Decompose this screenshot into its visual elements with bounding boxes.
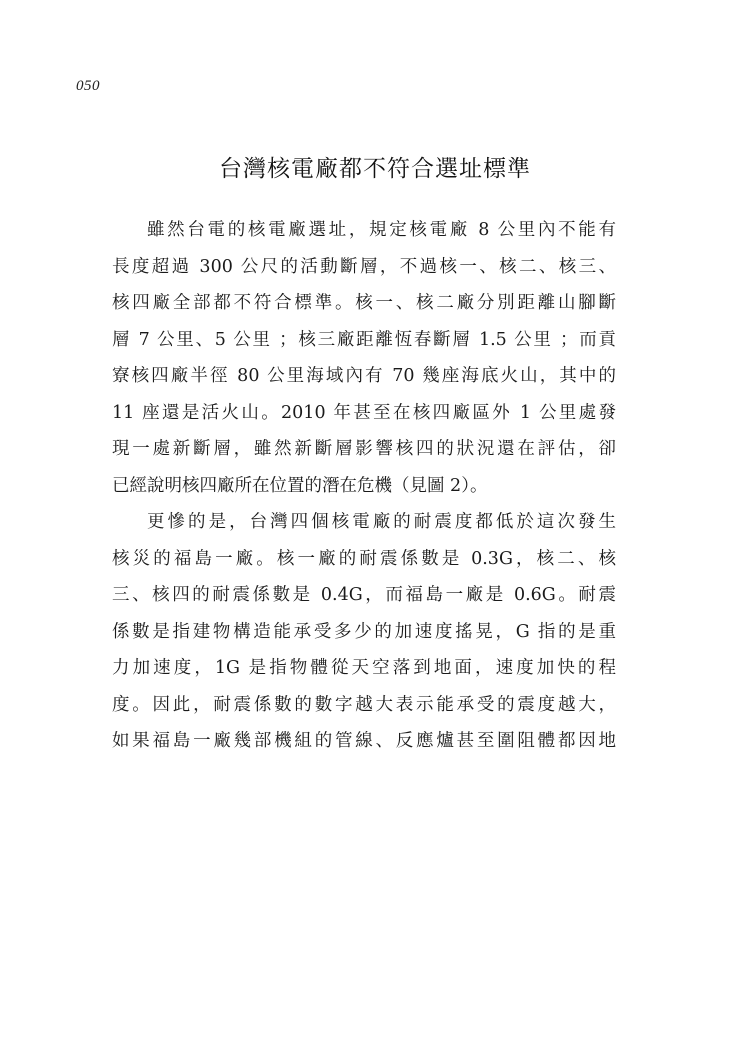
page-number: 050 <box>76 78 100 94</box>
paragraph-2 <box>112 504 616 760</box>
text-line: 係數是指建物構造能承受多少的加速度搖晃，G 指的是重 <box>112 621 616 642</box>
text-line: 現一處新斷層，雖然新斷層影響核四的狀況還在評估，卻 <box>112 439 616 459</box>
text-line: 核災的福島一廠。核一廠的耐震係數是 0.3G，核二、核 <box>112 548 616 569</box>
text-line: 度。因此，耐震係數的數字越大表示能承受的震度越大， <box>112 694 616 715</box>
text-line: 寮核四廠半徑 80 公里海域內有 70 幾座海底火山，其中的 <box>112 366 616 386</box>
text-line: 如果福島一廠幾部機組的管線、反應爐甚至圍阻體都因地 <box>112 731 616 751</box>
paragraph-1 <box>112 212 616 504</box>
text-line: 11 座還是活火山。2010 年甚至在核四廠區外 1 公里處發 <box>112 402 616 423</box>
text-line: 三、核四的耐震係數是 0.4G，而福島一廠是 0.6G。耐震 <box>112 585 616 605</box>
text-line: 更慘的是，台灣四個核電廠的耐震度都低於這次發生 <box>147 512 616 532</box>
text-line: 核四廠全部都不符合標準。核一、核二廠分別距離山腳斷 <box>112 293 616 313</box>
text-line: 層 7 公里、5 公里 ；核三廠距離恆春斷層 1.5 公里 ；而貢 <box>112 329 616 350</box>
article-title: 台灣核電廠都不符合選址標準 <box>219 156 531 182</box>
article-body <box>112 212 616 760</box>
text-line: 力加速度，1G 是指物體從天空落到地面，速度加快的程 <box>112 658 616 678</box>
text-line: 已經說明核四廠所在位置的潛在危機（見圖 2）。 <box>112 475 488 496</box>
text-line: 長度超過 300 公尺的活動斷層，不過核一、核二、核三、 <box>112 256 616 277</box>
text-line: 雖然台電的核電廠選址，規定核電廠 8 公里內不能有 <box>147 220 616 240</box>
